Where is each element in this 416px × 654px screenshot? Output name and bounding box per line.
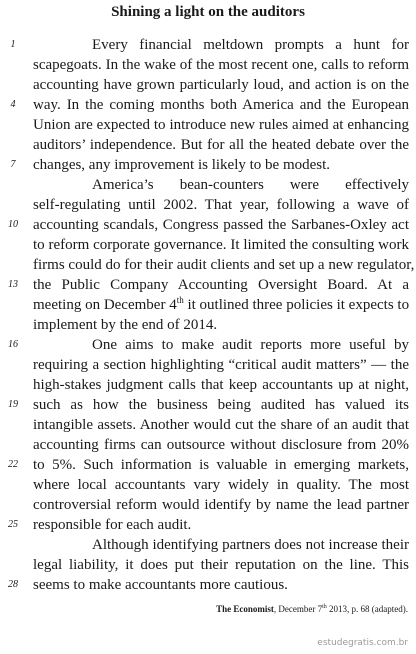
source-date-suffix: th xyxy=(322,604,327,610)
text-line: way. In the coming months both America and the European xyxy=(33,97,409,113)
line-number: 25 xyxy=(8,519,18,530)
line-number: 4 xyxy=(10,99,16,110)
line-number: 16 xyxy=(8,339,18,350)
text-line: to reform corporate governance. It limited the consulting work xyxy=(33,237,409,253)
text-line: the Public Company Accounting Oversight Board. At a xyxy=(33,277,409,293)
text-line: firms could do for their audit clients and set up a new regulator, xyxy=(33,257,415,273)
text-line: changes, any improvement is likely to be modest. xyxy=(33,157,331,173)
text-line: Although identifying partners does not increase their xyxy=(92,537,409,553)
text-line: intangible assets. Another would cut the share of an audit that xyxy=(33,417,409,433)
text-line: Every financial meltdown prompts a hunt for xyxy=(92,37,409,53)
text-fragment: meeting on December 4 xyxy=(33,297,177,313)
line-number: 28 xyxy=(8,579,18,590)
text-line: Union are expected to introduce new rules aimed at enhancing xyxy=(33,117,409,133)
text-line: implement by the end of 2014. xyxy=(33,317,218,333)
text-line: where local accountants vary widely in quality. The most xyxy=(33,477,409,493)
line-number: 19 xyxy=(8,399,18,410)
text-line: seems to make accountants more cautious. xyxy=(33,577,288,593)
watermark: estudegratis.com.br xyxy=(317,638,408,648)
line-number: 22 xyxy=(8,459,18,470)
text-line: to 5%. Such information is valuable in emerging markets, xyxy=(33,457,409,473)
text-line: One aims to make audit reports more useful by xyxy=(92,337,409,353)
article-title: Shining a light on the auditors xyxy=(111,4,305,20)
text-line: responsible for each audit. xyxy=(33,517,192,533)
text-line: high-stakes judgment calls that keep accountants up at night, xyxy=(33,377,409,393)
text-line: accounting have grown particularly loud, and action is on the xyxy=(33,77,409,93)
text-line: auditors’ independence. But for all the heated debate over the xyxy=(33,137,409,153)
line-number: 13 xyxy=(8,279,18,290)
text-line: legal liability, it does put their reputation on the line. This xyxy=(33,557,409,573)
text-line xyxy=(33,295,409,315)
text-line: America’s bean-counters were effectively xyxy=(92,177,409,193)
text-line: requiring a section highlighting “critical audit matters” — the xyxy=(33,357,409,373)
line-number: 7 xyxy=(10,159,16,170)
source-date: , December 7 xyxy=(273,604,323,614)
ordinal-suffix: th xyxy=(176,295,184,305)
text-line: scapegoats. In the wake of the most recent one, calls to reform xyxy=(33,57,409,73)
source-rest: 2013, p. 68 (adapted). xyxy=(326,604,408,614)
source-citation xyxy=(216,603,408,615)
text-line: accounting scandals, Congress passed the Sarbanes-Oxley act xyxy=(33,217,409,233)
text-line: controversial reform would identify by name the lead partner xyxy=(33,497,409,513)
text-line: self-regulating until 2002. That year, following a wave of xyxy=(33,197,409,213)
text-line: accounting firms can outsource without disclosure from 20% xyxy=(33,437,409,453)
line-number: 10 xyxy=(8,219,18,230)
text-line: such as how the business being audited has valued its xyxy=(33,397,409,413)
source-publication: The Economist xyxy=(216,604,274,614)
text-fragment: it outlined three policies it expects to xyxy=(183,297,410,313)
line-number: 1 xyxy=(10,39,16,50)
